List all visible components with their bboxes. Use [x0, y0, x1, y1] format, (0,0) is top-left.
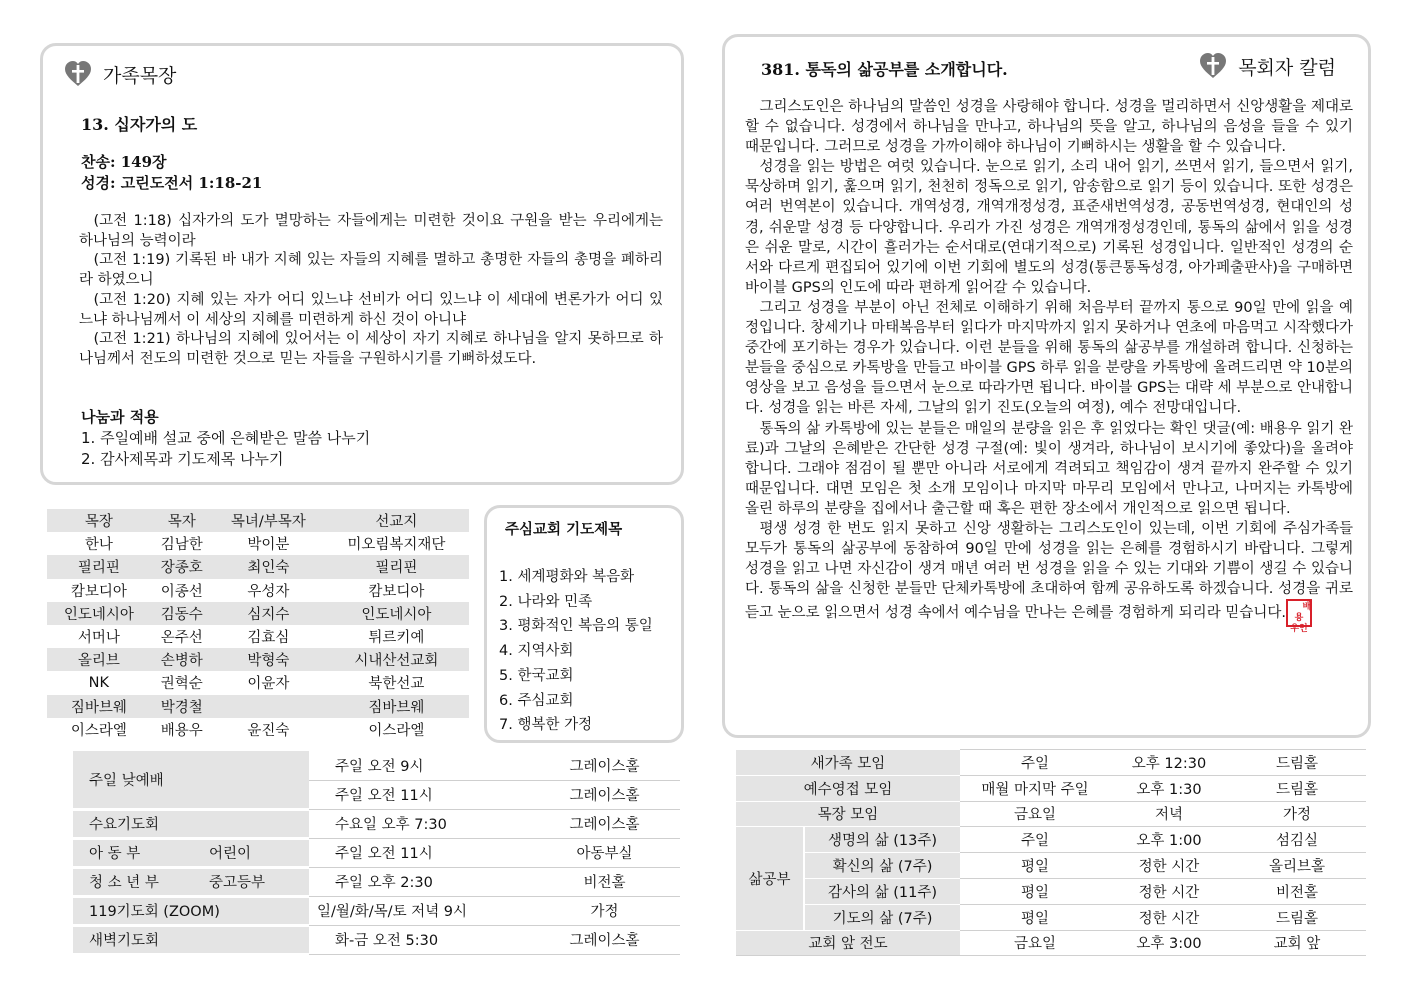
- event-time: 정한 시간: [1110, 853, 1228, 879]
- table-cell: 권혁순: [160, 676, 203, 693]
- table-row: [736, 930, 1366, 956]
- table-cell: 인도네시아: [47, 602, 151, 625]
- event-name: 새가족 모임: [736, 750, 960, 776]
- service-label: [73, 896, 309, 925]
- table-cell: 북한선교: [368, 676, 425, 693]
- service-label: [73, 838, 309, 867]
- event-name: 교회 앞 전도: [736, 930, 960, 956]
- verse: (고전 1:19) 기록된 바 내가 지혜 있는 자들의 지혜를 멸하고 총명한 자들의 총명을 폐하리라 하였으니: [79, 252, 663, 289]
- event-day: 매월 마지막 주일: [960, 775, 1110, 801]
- event-time: 오후 3:00: [1110, 930, 1228, 956]
- event-place: 가정: [1228, 801, 1366, 827]
- stamp-line: 배용: [1294, 602, 1312, 624]
- prayer-item: 3. 평화적인 복음의 통일: [499, 618, 653, 635]
- seal-stamp: [1286, 599, 1312, 635]
- event-day: 금요일: [960, 930, 1110, 956]
- table-cell: 장종호: [151, 555, 213, 578]
- table-cell: 필리핀: [324, 555, 469, 578]
- table-header-row: [47, 509, 469, 532]
- service-time: 화-금 오전 5:30: [309, 925, 529, 954]
- prayer-item: 2. 나라와 민족: [499, 593, 593, 610]
- table-cell: 시내산선교회: [324, 648, 469, 671]
- event-place: 올리브홀: [1228, 853, 1366, 879]
- events-schedule-table: [736, 749, 1366, 956]
- table-cell: 김동수: [151, 602, 213, 625]
- event-name: 예수영접 모임: [736, 775, 960, 801]
- life-study-group-label: 삶공부: [736, 827, 804, 930]
- table-row: [736, 904, 1366, 930]
- table-row: [736, 827, 1366, 853]
- table-row: [73, 809, 680, 838]
- table-cell: 짐바브웨: [47, 695, 151, 718]
- table-cell: 이스라엘: [368, 722, 425, 739]
- table-cell: 온주선: [160, 630, 203, 647]
- event-name: 감사의 삶 (11주): [804, 878, 960, 904]
- sharing-title: 나눔과 적용: [81, 408, 159, 426]
- table-cell: 인도네시아: [324, 602, 469, 625]
- scripture-reference: 성경: 고린도전서 1:18-21: [81, 174, 263, 192]
- event-place: 드림홀: [1228, 775, 1366, 801]
- column-header: 목자: [151, 509, 213, 532]
- event-time: 정한 시간: [1110, 878, 1228, 904]
- event-time: 오후 1:30: [1110, 775, 1228, 801]
- table-row: [736, 750, 1366, 776]
- service-place: 가정: [529, 896, 680, 925]
- prayer-item: 5. 한국교회: [499, 667, 574, 684]
- table-row: [47, 625, 469, 648]
- column-paragraph: 그리스도인은 하나님의 말씀인 성경을 사랑해야 합니다. 성경을 멀리하면서 신앙생활을 제대로 할 수 없습니다. 성경에서 하나님을 만나고, 하나님의 뜻을 알고, 하나님의 음성을 들을 수 있기 때문입니다. 그러므로 성경을 가까이해야 하나님이 기뻐하시는 생활을 할 수 있습니다.: [745, 99, 1353, 156]
- table-cell: 손병하: [151, 648, 213, 671]
- service-place: 그레이스홀: [529, 751, 680, 780]
- table-row: [47, 602, 469, 625]
- family-worship-header: [63, 59, 176, 89]
- service-place: 그레이스홀: [529, 809, 680, 838]
- column-title: 381. 통독의 삶공부를 소개합니다.: [761, 60, 1008, 79]
- table-cell: 우성자: [247, 583, 290, 600]
- column-header: 목녀/부목자: [213, 509, 324, 532]
- table-cell: 박경철: [151, 695, 213, 718]
- service-label: [73, 809, 309, 838]
- prayer-item: 4. 지역사회: [499, 643, 574, 660]
- family-worship-panel: [40, 43, 684, 485]
- column-header: 목장: [47, 509, 151, 532]
- service-place: 그레이스홀: [529, 925, 680, 954]
- family-worship-title: 가족목장: [103, 64, 177, 87]
- table-row: [73, 751, 680, 780]
- service-label: 주일 낮예배: [73, 751, 309, 809]
- event-time: 오후 12:30: [1110, 750, 1228, 776]
- event-place: 섬김실: [1228, 827, 1366, 853]
- table-cell: 최인숙: [213, 555, 324, 578]
- table-row: [736, 853, 1366, 879]
- table-row: [47, 648, 469, 671]
- verse: (고전 1:20) 지혜 있는 자가 어디 있느냐 선비가 어디 있느냐 이 세대에 변론가가 어디 있느냐 하나님께서 이 세상의 지혜를 미련하게 하신 것이 아니냐: [79, 291, 663, 328]
- column-paragraph: 성경을 읽는 방법은 여럿 있습니다. 눈으로 읽기, 소리 내어 읽기, 쓰면서 읽기, 들으면서 읽기, 묵상하며 읽기, 훑으며 읽기, 천천히 정독으로 읽기, 암송함으로 읽기 등이 있습니다. 또한 성경은 여러 번역본이 있습니다. 개역성경, 개역개정성경, 표준새번역성경, 공동번역성경, 현대인의 성경, 쉬운말 성경 등 다양합니다. 우리가 가진 성경은 개역개정성경인데, 통독의 삶에서 읽을 성경은 쉬운 말로, 시간이 흘러가는 순서대로(연대기적으로) 기록된 성경입니다. 일반적인 성경의 순서와 다르게 편집되어 있기에 이번 기회에 별도의 성경(통큰통독성경, 아가페출판사)을 구매하면 바이블 GPS의 인도에 따라 편하게 읽어갈 수 있습니다.: [745, 159, 1353, 296]
- service-label: [73, 867, 309, 896]
- table-cell: 필리핀: [47, 555, 151, 578]
- table-row: [47, 532, 469, 555]
- table-cell: NK: [88, 674, 110, 691]
- service-time: 주일 오전 9시: [309, 751, 529, 780]
- event-time: 정한 시간: [1110, 904, 1228, 930]
- prayer-requests-panel: [484, 505, 684, 743]
- pastor-column-label: 목회자 칼럼: [1238, 56, 1336, 79]
- table-row: [73, 838, 680, 867]
- stamp-line: 우인: [1290, 624, 1308, 635]
- verse: (고전 1:21) 하나님의 지혜에 있어서는 이 세상이 자기 지혜로 하나님을 알지 못하므로 하나님께서 전도의 미련한 것으로 믿는 자들을 구원하시기를 기뻐하셨도다.: [79, 331, 663, 367]
- event-day: 평일: [960, 853, 1110, 879]
- scripture-verses: [79, 212, 663, 370]
- service-place: 아동부실: [529, 838, 680, 867]
- heart-cross-icon: [1198, 51, 1228, 81]
- sharing-item: 2. 감사제목과 기도제목 나누기: [81, 450, 284, 468]
- table-cell: 한나: [84, 537, 113, 554]
- lesson-title: 13. 십자가의 도: [81, 115, 198, 134]
- table-row: [47, 555, 469, 578]
- column-paragraph-text: 평생 성경 한 번도 읽지 못하고 신앙 생활하는 그리스도인이 있는데, 이번 기회에 주심가족들 모두가 통독의 삶공부에 동참하여 90일 만에 성경을 읽는 은혜를 경험하시기 바랍니다. 그렇게 성경을 읽고 나면 자신감이 생겨 매년 여러 번 성경을 읽을 수 있는 기대와 기쁨이 생길 수 있습니다. 통독의 삶을 신청한 분들만 단체카톡방에 초대하여 함께 공유하도록 하겠습니다. 성경을 귀로 듣고 눈으로 읽으면서 성경 속에서 예수님을 만나는 은혜를 경험하게 되리라 믿습니다.: [745, 520, 1353, 622]
- table-cell: 박형숙: [213, 648, 324, 671]
- table-row: [47, 671, 469, 694]
- table-cell: 이종선: [160, 583, 203, 600]
- event-time: 저녁: [1110, 801, 1228, 827]
- table-cell: 배용우: [160, 722, 203, 739]
- service-label: [73, 925, 309, 954]
- table-cell: 박이분: [247, 537, 290, 554]
- table-row: [47, 695, 469, 718]
- table-row: [47, 718, 469, 741]
- hymn-and-scripture: [81, 152, 262, 194]
- table-row: [736, 878, 1366, 904]
- event-place: 드림홀: [1228, 750, 1366, 776]
- service-name: 아 동 부: [89, 846, 141, 862]
- column-paragraph: 통독의 삶 카톡방에 있는 분들은 매일의 분량을 읽은 후 읽었다는 확인 댓글(예: 배용우 읽기 완료)과 그날의 은혜받은 간단한 성경 구절(예: 빛이 생겨라, 하나님이 보시기에 좋았다)을 올려야 합니다. 그래야 점검이 될 뿐만 아니라 서로에게 격려되고 책임감이 생겨 끝까지 완주할 수 있기 때문입니다. 대면 모임은 첫 소개 모임이나 마지막 마무리 모임에서 만나고, 나머지는 카톡방에 올린 하루의 분량을 집에서나 출근할 때 혹은 편한 장소에서 개인적으로 읽으면 됩니다.: [745, 420, 1353, 517]
- event-name: 생명의 삶 (13주): [804, 827, 960, 853]
- table-row: [736, 801, 1366, 827]
- pastor-column-header: [1198, 51, 1336, 81]
- table-cell: 김남한: [160, 537, 203, 554]
- event-day: 주일: [960, 827, 1110, 853]
- service-time: 주일 오전 11시: [309, 780, 529, 809]
- column-paragraph: 그리고 성경을 부분이 아닌 전체로 이해하기 위해 처음부터 끝까지 통으로 90일 만에 읽을 예정입니다. 창세기나 마태복음부터 읽다가 마지막까지 읽지 못하거나 연초에 마음먹고 시작했다가 중간에 포기하는 경우가 있습니다. 이런 분들을 위해 통독의 삶공부를 개설하려 합니다. 신청하는 분들을 중심으로 카톡방을 만들고 바이블 GPS 하루 읽을 분량을 카톡방에 올려드리면 약 10분의 영상을 보고 음성을 들으면서 눈으로 따라가면 됩니다. 바이블 GPS는 대략 세 부분으로 안내합니다. 성경을 읽는 바른 자세, 그날의 읽기 진도(오늘의 여정), 예수 전망대입니다.: [745, 299, 1353, 417]
- worship-schedule-table: [73, 751, 680, 956]
- service-place: 그레이스홀: [529, 780, 680, 809]
- hymn-number: 찬송: 149장: [81, 153, 167, 171]
- table-row: [736, 775, 1366, 801]
- table-cell: 서머나: [77, 630, 120, 647]
- event-day: 평일: [960, 878, 1110, 904]
- table-cell: 튀르키예: [368, 630, 425, 647]
- service-name: 청 소 년 부: [89, 875, 159, 891]
- service-place: 비전홀: [529, 867, 680, 896]
- service-name: 수요기도회: [89, 817, 160, 833]
- service-subgroup: 중고등부: [209, 875, 266, 891]
- column-body: [745, 97, 1353, 635]
- table-cell: [213, 695, 324, 718]
- table-row: [73, 896, 680, 925]
- prayer-item: 7. 행복한 가정: [499, 717, 593, 734]
- table-cell: 캄보디아: [70, 583, 127, 600]
- event-place: 교회 앞: [1228, 930, 1366, 956]
- service-time: 일/월/화/목/토 저녁 9시: [309, 896, 529, 925]
- verse: (고전 1:18) 십자가의 도가 멸망하는 자들에게는 미련한 것이요 구원을 받는 우리에게는 하나님의 능력이라: [79, 213, 663, 249]
- sharing-item: 1. 주일예배 설교 중에 은혜받은 말씀 나누기: [81, 429, 371, 447]
- pastor-column-panel: [722, 34, 1371, 738]
- table-cell: 심지수: [213, 602, 324, 625]
- table-cell: 캄보디아: [368, 583, 425, 600]
- event-time: 오후 1:00: [1110, 827, 1228, 853]
- event-place: 비전홀: [1228, 878, 1366, 904]
- event-day: 금요일: [960, 801, 1110, 827]
- service-time: 수요일 오후 7:30: [309, 809, 529, 838]
- table-row: [47, 579, 469, 602]
- table-cell: 짐바브웨: [324, 695, 469, 718]
- event-name: 목장 모임: [736, 801, 960, 827]
- service-subgroup: 어린이: [209, 846, 252, 862]
- event-name: 기도의 삶 (7주): [804, 904, 960, 930]
- table-cell: 올리브: [47, 648, 151, 671]
- prayer-item: 6. 주심교회: [499, 692, 574, 709]
- table-cell: 미오림복지재단: [347, 537, 446, 554]
- table-row: [73, 867, 680, 896]
- service-time: 주일 오전 11시: [309, 838, 529, 867]
- service-name: 119기도회 (ZOOM): [89, 904, 220, 920]
- table-cell: 이스라엘: [70, 722, 127, 739]
- prayer-requests-title: 주심교회 기도제목: [505, 522, 623, 538]
- column-paragraph: [745, 519, 1353, 635]
- event-day: 주일: [960, 750, 1110, 776]
- sharing-list: [81, 428, 370, 470]
- table-cell: 이윤자: [247, 676, 290, 693]
- cell-group-table: [47, 509, 469, 741]
- column-header: 선교지: [324, 509, 469, 532]
- event-day: 평일: [960, 904, 1110, 930]
- heart-cross-icon: [63, 59, 93, 89]
- table-cell: 김효심: [247, 630, 290, 647]
- event-place: 드림홀: [1228, 904, 1366, 930]
- prayer-requests-list: [499, 565, 653, 738]
- service-time: 주일 오후 2:30: [309, 867, 529, 896]
- service-name: 새벽기도회: [89, 933, 160, 949]
- table-row: [73, 925, 680, 954]
- event-name: 확신의 삶 (7주): [804, 853, 960, 879]
- prayer-item: 1. 세계평화와 복음화: [499, 569, 635, 585]
- table-cell: 윤진숙: [247, 722, 290, 739]
